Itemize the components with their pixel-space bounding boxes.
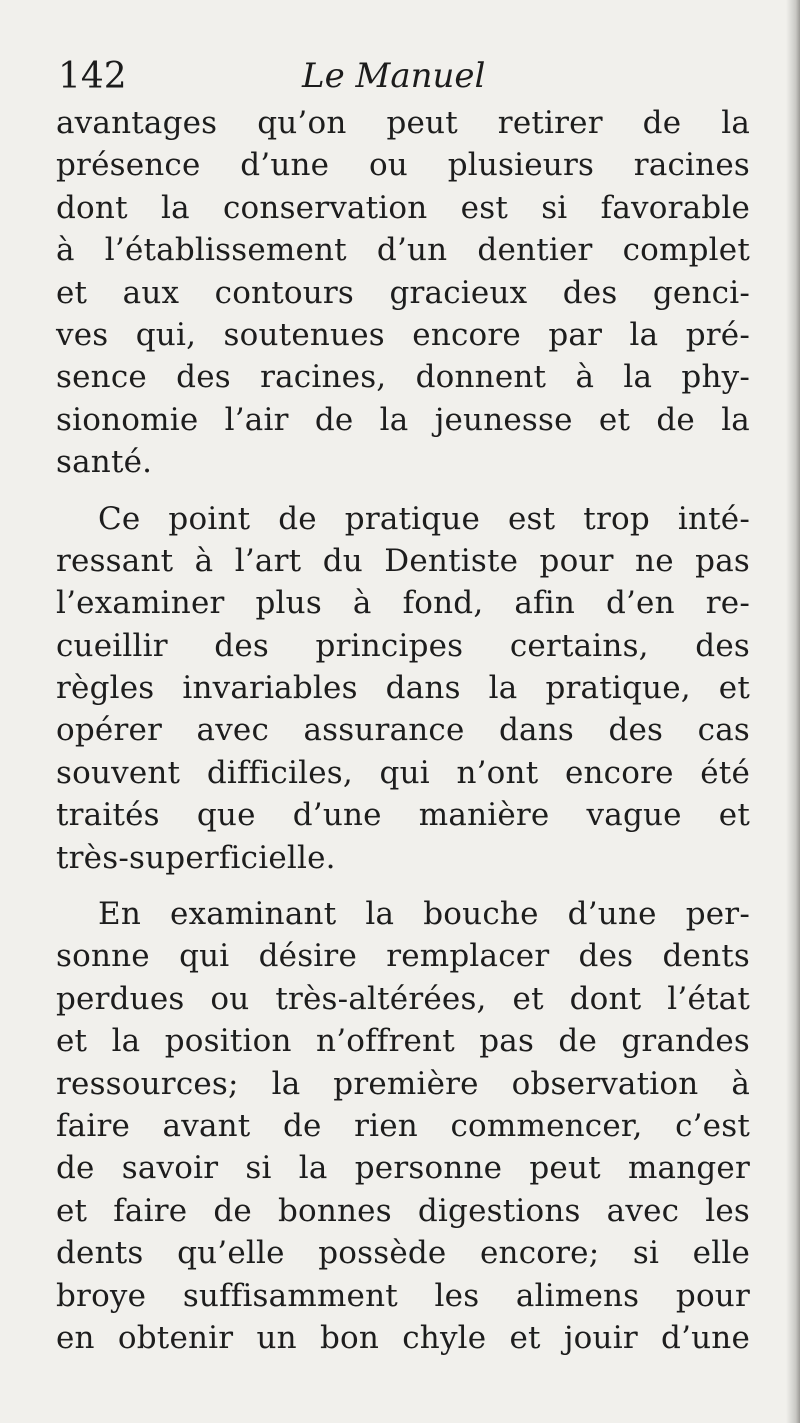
running-title: Le Manuel	[302, 56, 486, 96]
text-line: perdues ou très-altérées, et dont l’état	[56, 980, 750, 1017]
page-number: 142	[58, 56, 127, 97]
text-line: broye suffisamment les alimens pour	[56, 1277, 750, 1314]
text-line: de savoir si la personne peut manger	[56, 1150, 750, 1187]
text-line: santé.	[56, 444, 153, 481]
text-line: souvent difficiles, qui n’ont encore été	[56, 754, 750, 791]
text-line: ressant à l’art du Dentiste pour ne pas	[56, 542, 750, 579]
page-header	[58, 56, 758, 96]
text-line: ressources; la première observation à	[56, 1065, 750, 1102]
text-line: avantages qu’on peut retirer de la	[56, 105, 750, 141]
text-line: présence d’une ou plusieurs racines	[56, 147, 750, 184]
paragraph-gap	[56, 484, 750, 498]
text-line: faire avant de rien commencer, c’est	[56, 1107, 750, 1144]
text-line: traités que d’une manière vague et	[56, 797, 750, 834]
text-line: règles invariables dans la pratique, et	[56, 670, 750, 707]
text-line: et la position n’offrent pas de grandes	[56, 1023, 750, 1060]
text-line: opérer avec assurance dans des cas	[56, 712, 750, 749]
text-line: à l’établissement d’un dentier complet	[56, 232, 750, 269]
page-edge-shadow	[786, 0, 800, 1423]
text-line: sonne qui désire remplacer des dents	[56, 938, 750, 975]
text-line: ves qui, soutenues encore par la pré-	[56, 316, 750, 353]
paragraph-gap	[56, 879, 750, 893]
text-line: et faire de bonnes digestions avec les	[56, 1192, 750, 1229]
text-line: Ce point de pratique est trop inté-	[98, 500, 750, 537]
text-line: sence des racines, donnent à la phy-	[56, 359, 750, 396]
text-line: très-superficielle.	[56, 839, 336, 876]
text-line: En examinant la bouche d’une per-	[98, 896, 750, 933]
body-text	[56, 102, 750, 1359]
text-line: cueillir des principes certains, des	[56, 627, 750, 664]
text-line: et aux contours gracieux des genci-	[56, 274, 750, 311]
text-line: dont la conservation est si favorable	[56, 189, 750, 226]
text-line: en obtenir un bon chyle et jouir d’une	[56, 1319, 750, 1356]
text-line: l’examiner plus à fond, afin d’en re-	[56, 585, 750, 622]
text-line: dents qu’elle possède encore; si elle	[56, 1235, 750, 1272]
text-line: sionomie l’air de la jeunesse et de la	[56, 401, 750, 438]
